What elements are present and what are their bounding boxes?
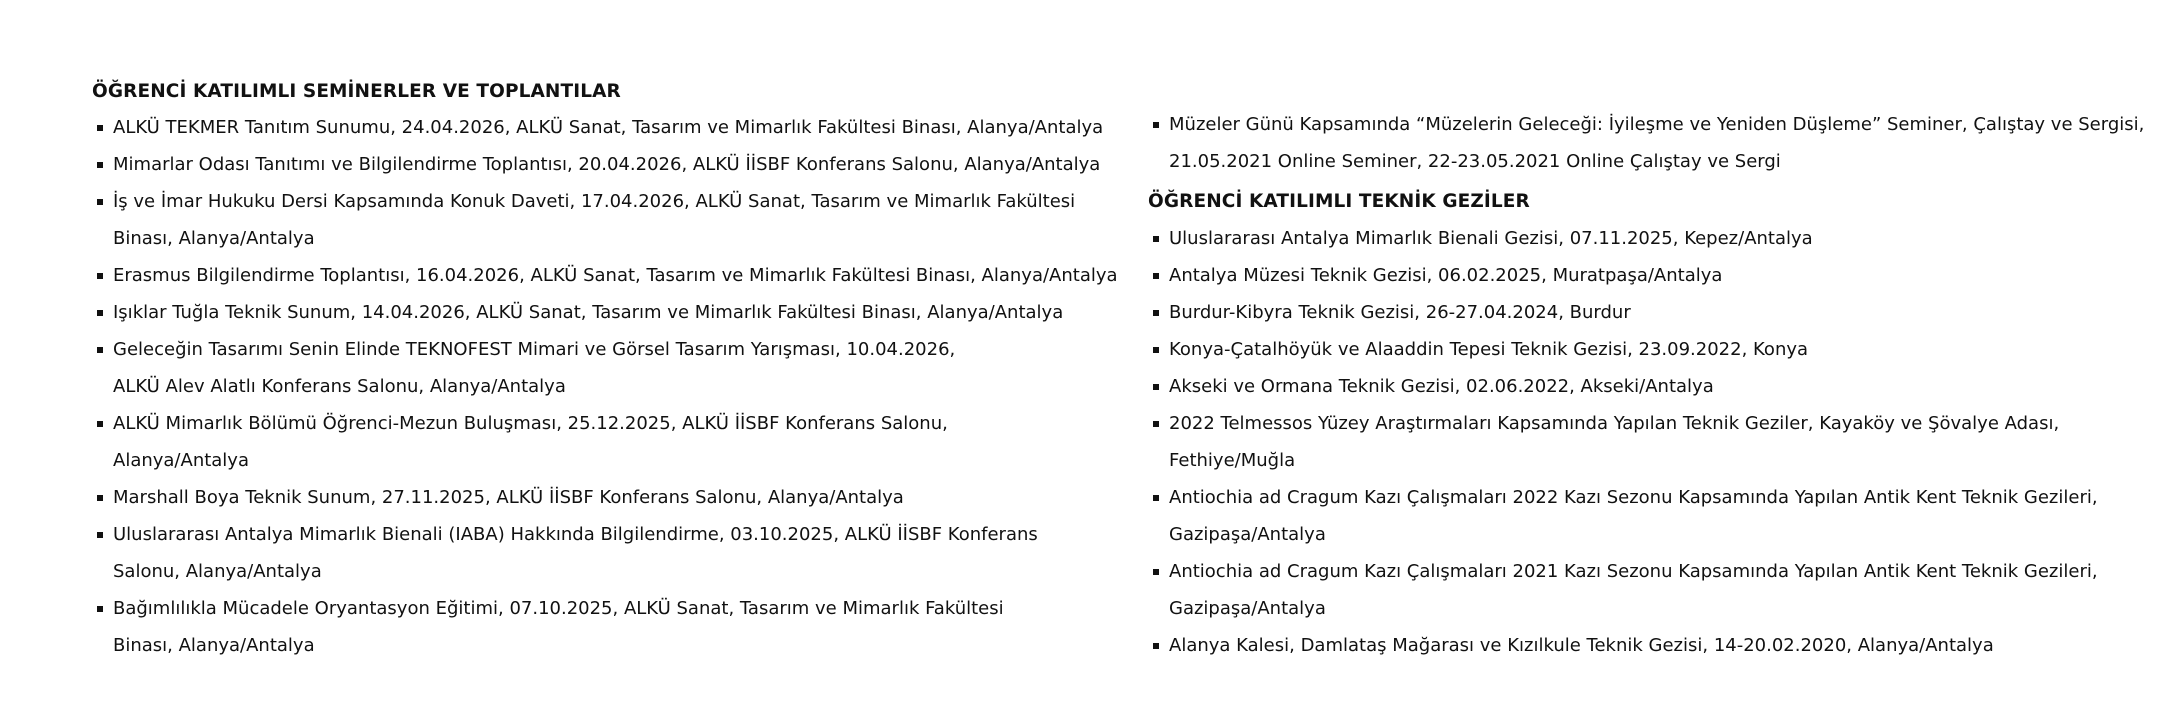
list-item-line: Gazipaşa/Antalya	[1169, 524, 1326, 545]
bullet-icon	[97, 495, 103, 501]
list-item-line: 2022 Telmessos Yüzey Araştırmaları Kapsamında Yapılan Teknik Geziler, Kayaköy ve Şövalye Adası,	[1169, 413, 2060, 434]
bullet-icon	[1153, 384, 1159, 390]
technical-trips-heading: ÖĞRENCİ KATILIMLI TEKNİK GEZİLER	[1148, 191, 1530, 212]
bullet-icon	[1153, 236, 1159, 242]
list-item-line: Binası, Alanya/Antalya	[113, 635, 315, 656]
bullet-icon	[97, 125, 103, 131]
list-item	[1148, 405, 2098, 479]
list-item-line: ALKÜ Mimarlık Bölümü Öğrenci-Mezun Buluşması, 25.12.2025, ALKÜ İİSBF Konferans Salonu,	[113, 413, 948, 434]
list-item-line: Alanya Kalesi, Damlataş Mağarası ve Kızılkule Teknik Gezisi, 14-20.02.2020, Alanya/Antalya	[1169, 635, 1994, 656]
seminars-heading: ÖĞRENCİ KATILIMLI SEMİNERLER VE TOPLANTILAR	[92, 81, 621, 102]
list-item	[92, 109, 1118, 146]
list-item	[1148, 106, 2144, 180]
list-item-line: Akseki ve Ormana Teknik Gezisi, 02.06.2022, Akseki/Antalya	[1169, 376, 1714, 397]
list-item	[1148, 479, 2098, 553]
list-item	[1148, 368, 2098, 405]
list-item-line: Antiochia ad Cragum Kazı Çalışmaları 2021 Kazı Sezonu Kapsamında Yapılan Antik Kent Teknik Gezileri,	[1169, 561, 2098, 582]
bullet-icon	[97, 421, 103, 427]
list-item-line: Konya-Çatalhöyük ve Alaaddin Tepesi Teknik Gezisi, 23.09.2022, Konya	[1169, 339, 1809, 360]
bullet-icon	[1153, 310, 1159, 316]
bullet-icon	[97, 532, 103, 538]
list-item-line: Burdur-Kibyra Teknik Gezisi, 26-27.04.2024, Burdur	[1169, 302, 1631, 323]
list-item-line: Müzeler Günü Kapsamında “Müzelerin Geleceği: İyileşme ve Yeniden Düşleme” Seminer, Çalıştay ve Sergisi,	[1169, 114, 2145, 135]
list-item	[92, 183, 1118, 257]
list-item	[92, 516, 1118, 590]
list-item-line: 21.05.2021 Online Seminer, 22-23.05.2021 Online Çalıştay ve Sergi	[1169, 151, 1781, 172]
list-item	[92, 590, 1118, 664]
list-item-line: Salonu, Alanya/Antalya	[113, 561, 322, 582]
bullet-icon	[97, 310, 103, 316]
list-item-line: ALKÜ TEKMER Tanıtım Sunumu, 24.04.2026, ALKÜ Sanat, Tasarım ve Mimarlık Fakültesi Binası, Alanya/Antalya	[113, 117, 1104, 138]
list-item-line: Geleceğin Tasarımı Senin Elinde TEKNOFEST Mimari ve Görsel Tasarım Yarışması, 10.04.2026,	[113, 339, 956, 360]
list-item	[92, 257, 1118, 294]
list-item	[92, 146, 1118, 183]
list-item-line: Fethiye/Muğla	[1169, 450, 1296, 471]
list-item	[1148, 257, 2098, 294]
list-item-line: Uluslararası Antalya Mimarlık Bienali (IABA) Hakkında Bilgilendirme, 03.10.2025, ALKÜ İİSBF Konferans	[113, 524, 1038, 545]
list-item	[92, 479, 1118, 516]
list-item	[1148, 220, 2098, 257]
bullet-icon	[97, 273, 103, 279]
list-item-line: Antiochia ad Cragum Kazı Çalışmaları 2022 Kazı Sezonu Kapsamında Yapılan Antik Kent Teknik Gezileri,	[1169, 487, 2098, 508]
list-item-line: Marshall Boya Teknik Sunum, 27.11.2025, ALKÜ İİSBF Konferans Salonu, Alanya/Antalya	[113, 487, 904, 508]
list-item-line: Erasmus Bilgilendirme Toplantısı, 16.04.2026, ALKÜ Sanat, Tasarım ve Mimarlık Fakültesi Binası, Alanya/Antalya	[113, 265, 1118, 286]
list-item-line: Işıklar Tuğla Teknik Sunum, 14.04.2026, ALKÜ Sanat, Tasarım ve Mimarlık Fakültesi Binası, Alanya/Antalya	[113, 302, 1064, 323]
list-item-line: Gazipaşa/Antalya	[1169, 598, 1326, 619]
technical-trips-list	[1148, 220, 2098, 664]
bullet-icon	[1153, 643, 1159, 649]
list-item	[92, 294, 1118, 331]
museum-day-list	[1148, 106, 2144, 180]
seminars-list	[92, 109, 1118, 664]
bullet-icon	[1153, 569, 1159, 575]
bullet-icon	[97, 606, 103, 612]
list-item	[1148, 331, 2098, 368]
list-item	[1148, 553, 2098, 627]
bullet-icon	[1153, 347, 1159, 353]
bullet-icon	[1153, 421, 1159, 427]
list-item-line: Binası, Alanya/Antalya	[113, 228, 315, 249]
list-item	[92, 331, 1118, 405]
list-item	[92, 405, 1118, 479]
bullet-icon	[1153, 495, 1159, 501]
bullet-icon	[1153, 273, 1159, 279]
list-item-line: Alanya/Antalya	[113, 450, 249, 471]
list-item-line: Antalya Müzesi Teknik Gezisi, 06.02.2025, Muratpaşa/Antalya	[1169, 265, 1723, 286]
list-item-line: Uluslararası Antalya Mimarlık Bienali Gezisi, 07.11.2025, Kepez/Antalya	[1169, 228, 1813, 249]
list-item-line: ALKÜ Alev Alatlı Konferans Salonu, Alanya/Antalya	[113, 376, 566, 397]
list-item	[1148, 627, 2098, 664]
list-item-line: Mimarlar Odası Tanıtımı ve Bilgilendirme Toplantısı, 20.04.2026, ALKÜ İİSBF Konferans Salonu, Alanya/Antalya	[113, 154, 1101, 175]
bullet-icon	[1153, 122, 1159, 128]
list-item	[1148, 294, 2098, 331]
list-item-line: Bağımlılıkla Mücadele Oryantasyon Eğitimi, 07.10.2025, ALKÜ Sanat, Tasarım ve Mimarlık Fakültesi	[113, 598, 1004, 619]
bullet-icon	[97, 199, 103, 205]
bullet-icon	[97, 162, 103, 168]
list-item-line: İş ve İmar Hukuku Dersi Kapsamında Konuk Daveti, 17.04.2026, ALKÜ Sanat, Tasarım ve Mimarlık Fakültesi	[113, 191, 1076, 212]
bullet-icon	[97, 347, 103, 353]
